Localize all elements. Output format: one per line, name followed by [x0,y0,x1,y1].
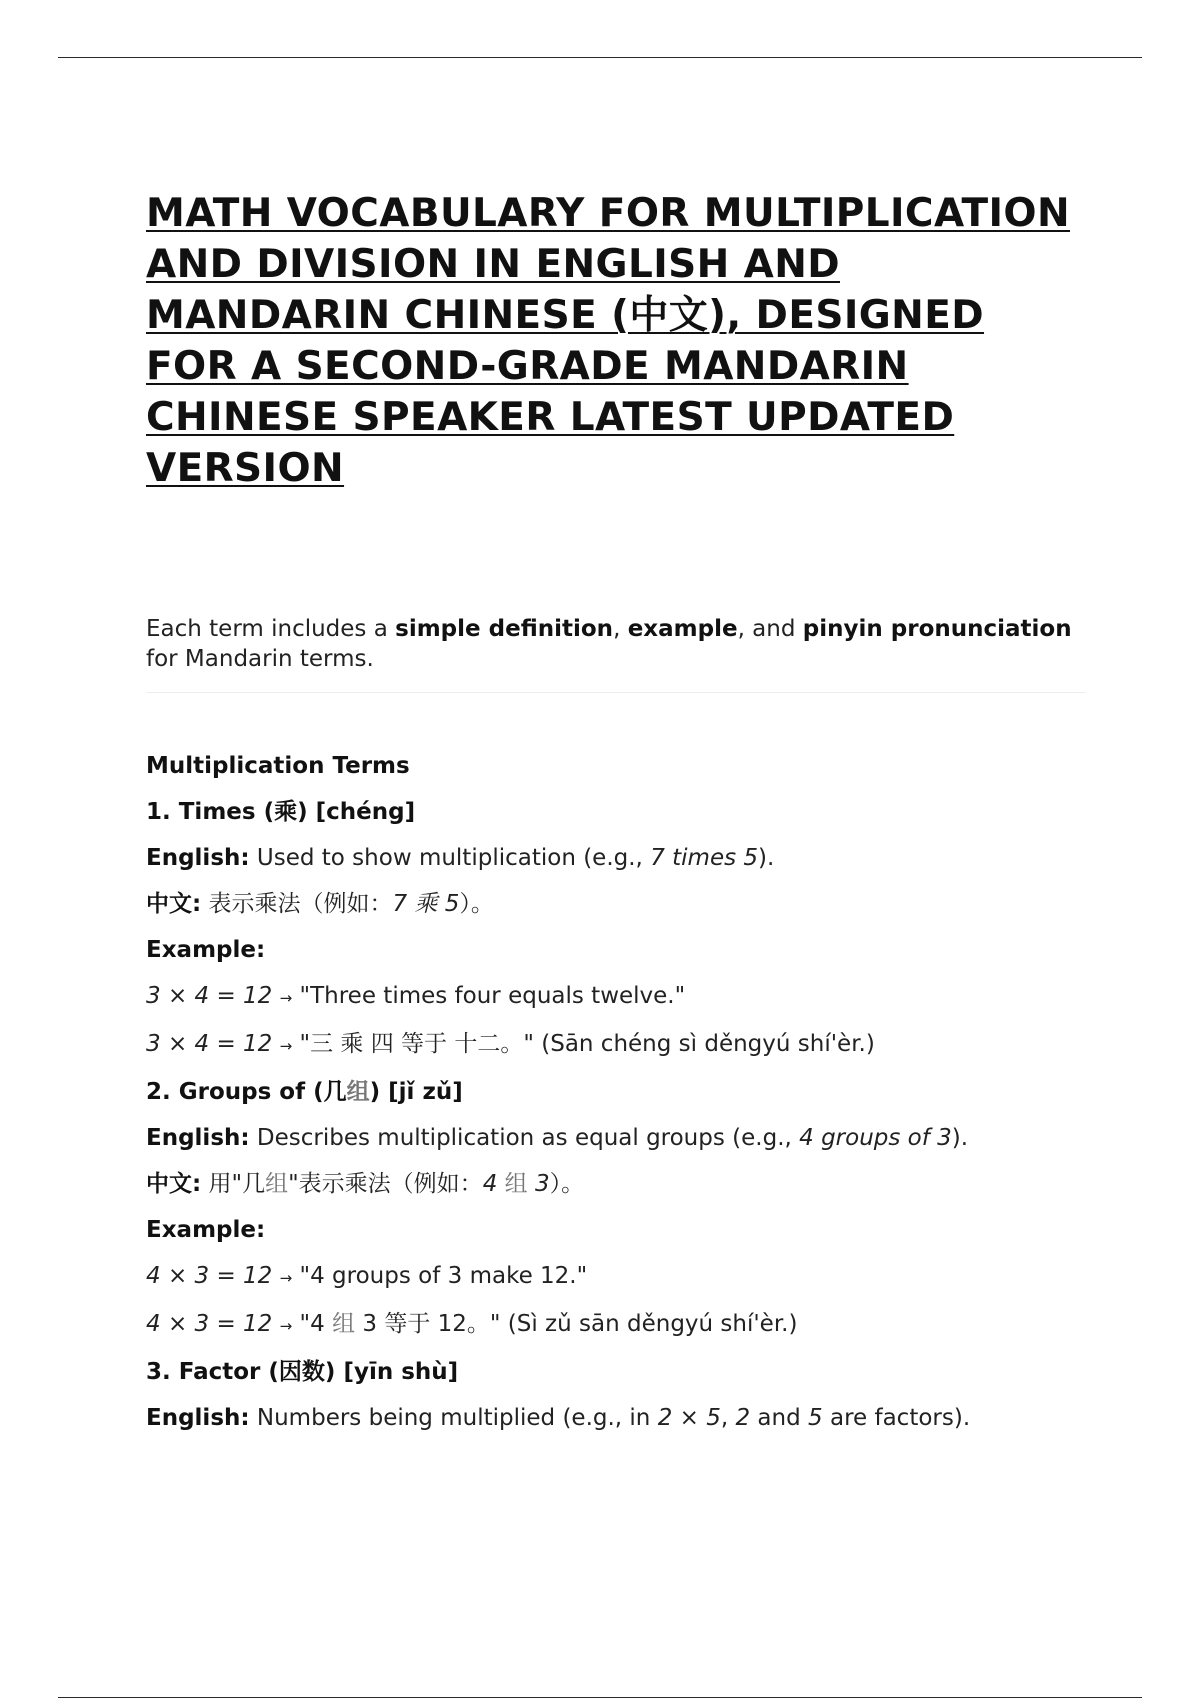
english-definition [146,1403,1086,1433]
arrow-icon: → [279,1037,293,1055]
intro-bold-definition: simple definition [395,616,614,642]
definition-example: 4 groups of 3 [799,1125,952,1151]
chinese-label: 中文: [146,891,202,917]
intro-text: , [613,616,628,642]
section-heading: Multiplication Terms [146,753,410,779]
definition-example: 7 乘 5 [392,891,460,917]
document-body [146,188,1086,1433]
example-line [146,1261,1086,1293]
english-definition [146,1123,1086,1153]
example-text: "4 [292,1311,333,1337]
top-rule [58,57,1142,58]
chinese-definition [146,889,1086,919]
english-definition [146,843,1086,873]
definition-example: 2 [735,1405,751,1431]
example-text: "Three times four equals twelve." [292,983,686,1009]
definition-text: Describes multiplication as equal groups (e.g., [249,1125,800,1151]
example-text: "三 乘 四 等于 十二。" (Sān chéng sì děngyú shí'èr.) [292,1031,875,1057]
example-equation: 4 × 3 = 12 [146,1311,273,1337]
chinese-definition [146,1169,1086,1199]
definition-text: , [720,1405,736,1431]
definition-example: 2 × 5 [657,1405,721,1431]
intro-paragraph [146,614,1086,674]
term-title: 3. Factor (因数) [yīn shù] [146,1359,459,1385]
english-label: English: [146,1125,250,1151]
definition-text: Used to show multiplication (e.g., [249,845,651,871]
chinese-label: 中文: [146,1171,202,1197]
intro-bold-pinyin: pinyin pronunciation [802,616,1072,642]
intro-text: Each term includes a [146,616,396,642]
definition-text: ）。 [459,891,494,917]
intro-text: for Mandarin terms. [146,646,374,672]
definition-text: 组 [265,1171,289,1197]
definition-text: "表示乘法（例如： [288,1171,483,1197]
english-label: English: [146,1405,250,1431]
term-title-text: 2. Groups of (几 [146,1079,347,1105]
intro-bold-example: example [627,616,738,642]
definition-text: ). [758,845,775,871]
definition-text: Numbers being multiplied (e.g., in [249,1405,658,1431]
example-text: "4 groups of 3 make 12." [292,1263,588,1289]
arrow-icon: → [279,1269,293,1287]
definition-text: and [750,1405,809,1431]
definition-example: 5 [808,1405,823,1431]
bottom-rule [58,1697,1142,1698]
example-label: Example: [146,1217,266,1243]
english-label: English: [146,845,250,871]
arrow-icon: → [279,989,293,1007]
intro-text: , and [737,616,803,642]
definition-text: ）。 [549,1171,585,1197]
section-divider [146,692,1086,693]
document-title: MATH VOCABULARY FOR MULTIPLICATION AND DIVISION IN ENGLISH AND MANDARIN CHINESE (中文), DESIGNED FOR A SECOND-GRADE MANDARIN CHINESE SPEAKER LATEST UPDATED VERSION [146,191,1071,491]
definition-example: 3 [527,1171,550,1197]
term-title-text: ) [jǐ zǔ] [369,1079,463,1105]
definition-text: are factors). [822,1405,971,1431]
term-title [146,1077,1086,1107]
example-line [146,981,1086,1013]
definition-text: ). [951,1125,969,1151]
example-line [146,1029,1086,1061]
example-equation: 4 × 3 = 12 [146,1263,273,1289]
definition-example: 7 times 5 [650,845,759,871]
example-text: 组 [332,1311,356,1337]
definition-example: 组 [504,1171,528,1197]
arrow-icon: → [279,1317,293,1335]
example-line [146,1309,1086,1341]
definition-text: 表示乘法（例如： [201,891,393,917]
definition-example: 4 [482,1171,505,1197]
example-equation: 3 × 4 = 12 [146,983,273,1009]
example-label: Example: [146,937,266,963]
term-title-text: 组 [346,1079,370,1105]
example-text: 3 等于 12。" (Sì zǔ sān děngyú shí'èr.) [355,1311,798,1337]
term-title: 1. Times (乘) [chéng] [146,799,416,825]
definition-text: 用"几 [201,1171,266,1197]
example-equation: 3 × 4 = 12 [146,1031,273,1057]
